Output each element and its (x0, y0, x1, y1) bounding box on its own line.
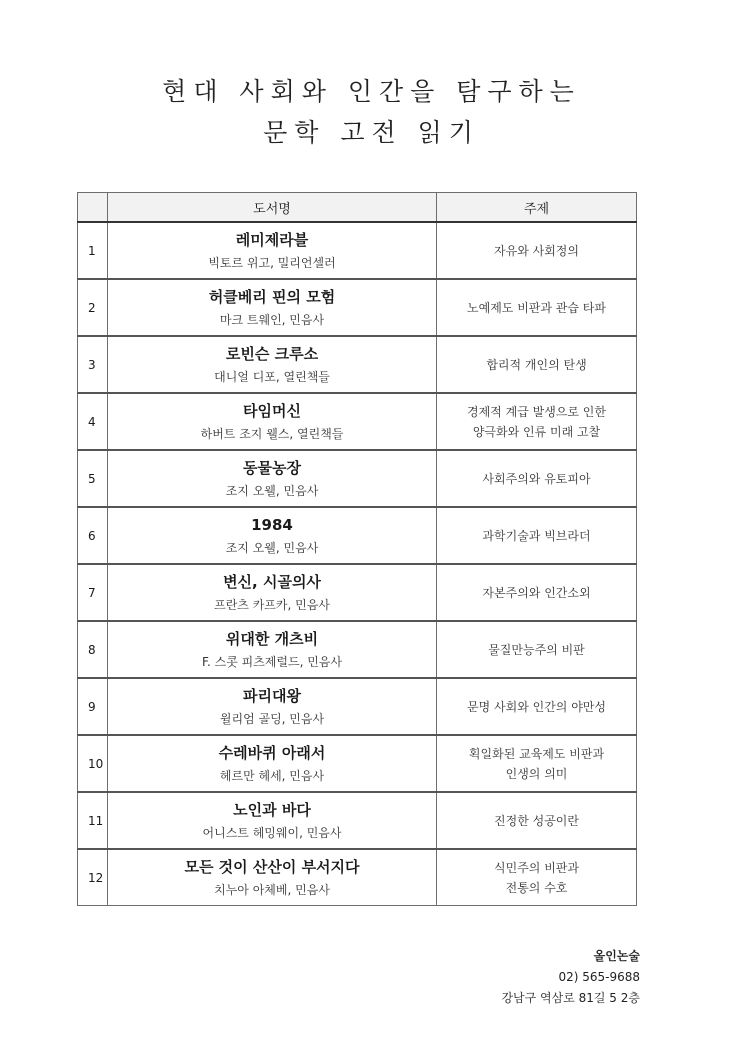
row-number: 11 (78, 792, 108, 849)
address: 강남구 역삼로 81길 5 2층 (501, 991, 640, 1005)
table-row (78, 678, 637, 735)
book-cell (108, 507, 437, 564)
book-title: 파리대왕 (243, 687, 301, 705)
theme-line: 양극화와 인류 미래 고찰 (472, 424, 601, 439)
theme-cell (437, 393, 637, 450)
theme-line: 자유와 사회정의 (494, 243, 579, 258)
book-author-publisher: 대니얼 디포, 열린책들 (214, 370, 330, 384)
theme-cell (437, 621, 637, 678)
theme-line: 문명 사회와 인간의 야만성 (467, 699, 606, 714)
table-row (78, 564, 637, 621)
book-author-publisher: 마크 트웨인, 민음사 (219, 313, 325, 327)
row-number: 1 (78, 222, 108, 279)
theme-cell (437, 678, 637, 735)
theme-cell (437, 507, 637, 564)
row-number: 10 (78, 735, 108, 792)
book-author-publisher: 어니스트 헤밍웨이, 민음사 (202, 826, 342, 840)
book-title: 동물농장 (243, 459, 301, 477)
header-theme: 주제 (437, 193, 637, 223)
theme-line: 진정한 성공이란 (494, 813, 579, 828)
theme-cell (437, 849, 637, 906)
theme-line: 물질만능주의 비판 (488, 642, 585, 657)
book-cell (108, 336, 437, 393)
table-row (78, 222, 637, 279)
book-cell (108, 393, 437, 450)
row-number: 8 (78, 621, 108, 678)
book-author-publisher: F. 스콧 피츠제럴드, 민음사 (202, 655, 342, 669)
row-number: 9 (78, 678, 108, 735)
theme-line: 과학기술과 빅브라더 (482, 528, 591, 543)
table-row (78, 621, 637, 678)
book-title: 모든 것이 산산이 부서지다 (184, 858, 360, 876)
book-title: 허클베리 핀의 모험 (208, 288, 336, 306)
theme-cell (437, 450, 637, 507)
phone-number: 02) 565-9688 (558, 970, 640, 984)
book-cell (108, 792, 437, 849)
book-author-publisher: 헤르만 헤세, 민음사 (219, 769, 325, 783)
book-author-publisher: 하버트 조지 웰스, 열린책들 (200, 427, 344, 441)
theme-cell (437, 735, 637, 792)
table-row (78, 336, 637, 393)
row-number: 3 (78, 336, 108, 393)
book-cell (108, 222, 437, 279)
book-cell (108, 735, 437, 792)
theme-line: 식민주의 비판과 (494, 860, 579, 875)
header-number (78, 193, 108, 223)
table-header-row (78, 193, 637, 223)
table-row (78, 735, 637, 792)
book-title: 위대한 개츠비 (225, 630, 319, 648)
row-number: 2 (78, 279, 108, 336)
table-row (78, 393, 637, 450)
book-cell (108, 678, 437, 735)
book-title: 타임머신 (243, 402, 301, 420)
theme-line: 사회주의와 유토피아 (482, 471, 591, 486)
table-row (78, 279, 637, 336)
theme-line: 노예제도 비판과 관습 타파 (467, 300, 606, 315)
book-title: 1984 (251, 516, 293, 534)
theme-cell (437, 564, 637, 621)
book-author-publisher: 치누아 아체베, 민음사 (214, 883, 330, 897)
theme-cell (437, 792, 637, 849)
document-title-line-1: 현대 사회와 인간을 탐구하는 (162, 77, 581, 106)
company-name: 올인논술 (593, 949, 640, 963)
book-cell (108, 621, 437, 678)
header-book-title: 도서명 (108, 193, 437, 223)
book-author-publisher: 조지 오웰, 민음사 (225, 541, 319, 555)
theme-line: 경제적 계급 발생으로 인한 (467, 404, 606, 419)
row-number: 6 (78, 507, 108, 564)
book-title: 로빈슨 크루소 (225, 345, 319, 363)
table-row (78, 507, 637, 564)
theme-line: 획일화된 교육제도 비판과 (468, 746, 605, 761)
document-title-line-2: 문학 고전 읽기 (263, 118, 480, 147)
row-number: 12 (78, 849, 108, 906)
theme-line: 전통의 수호 (505, 880, 568, 895)
book-title: 변신, 시골의사 (223, 573, 321, 591)
book-cell (108, 450, 437, 507)
table-row (78, 450, 637, 507)
theme-line: 인생의 의미 (505, 766, 568, 781)
book-cell (108, 849, 437, 906)
row-number: 4 (78, 393, 108, 450)
book-title: 노인과 바다 (233, 801, 311, 819)
book-author-publisher: 조지 오웰, 민음사 (225, 484, 319, 498)
table-row (78, 849, 637, 906)
book-author-publisher: 빅토르 위고, 밀리언셀러 (208, 256, 336, 270)
theme-line: 자본주의와 인간소외 (482, 585, 591, 600)
book-cell (108, 564, 437, 621)
row-number: 5 (78, 450, 108, 507)
book-author-publisher: 프란츠 카프카, 민음사 (214, 598, 330, 612)
theme-cell (437, 279, 637, 336)
theme-line: 합리적 개인의 탄생 (486, 357, 587, 372)
book-author-publisher: 윌리엄 골딩, 민음사 (219, 712, 325, 726)
book-list-table (77, 192, 637, 906)
row-number: 7 (78, 564, 108, 621)
book-cell (108, 279, 437, 336)
theme-cell (437, 336, 637, 393)
book-title: 레미제라블 (235, 231, 309, 249)
table-row (78, 792, 637, 849)
theme-cell (437, 222, 637, 279)
contact-footer (501, 946, 640, 1009)
book-title: 수레바퀴 아래서 (218, 744, 326, 762)
